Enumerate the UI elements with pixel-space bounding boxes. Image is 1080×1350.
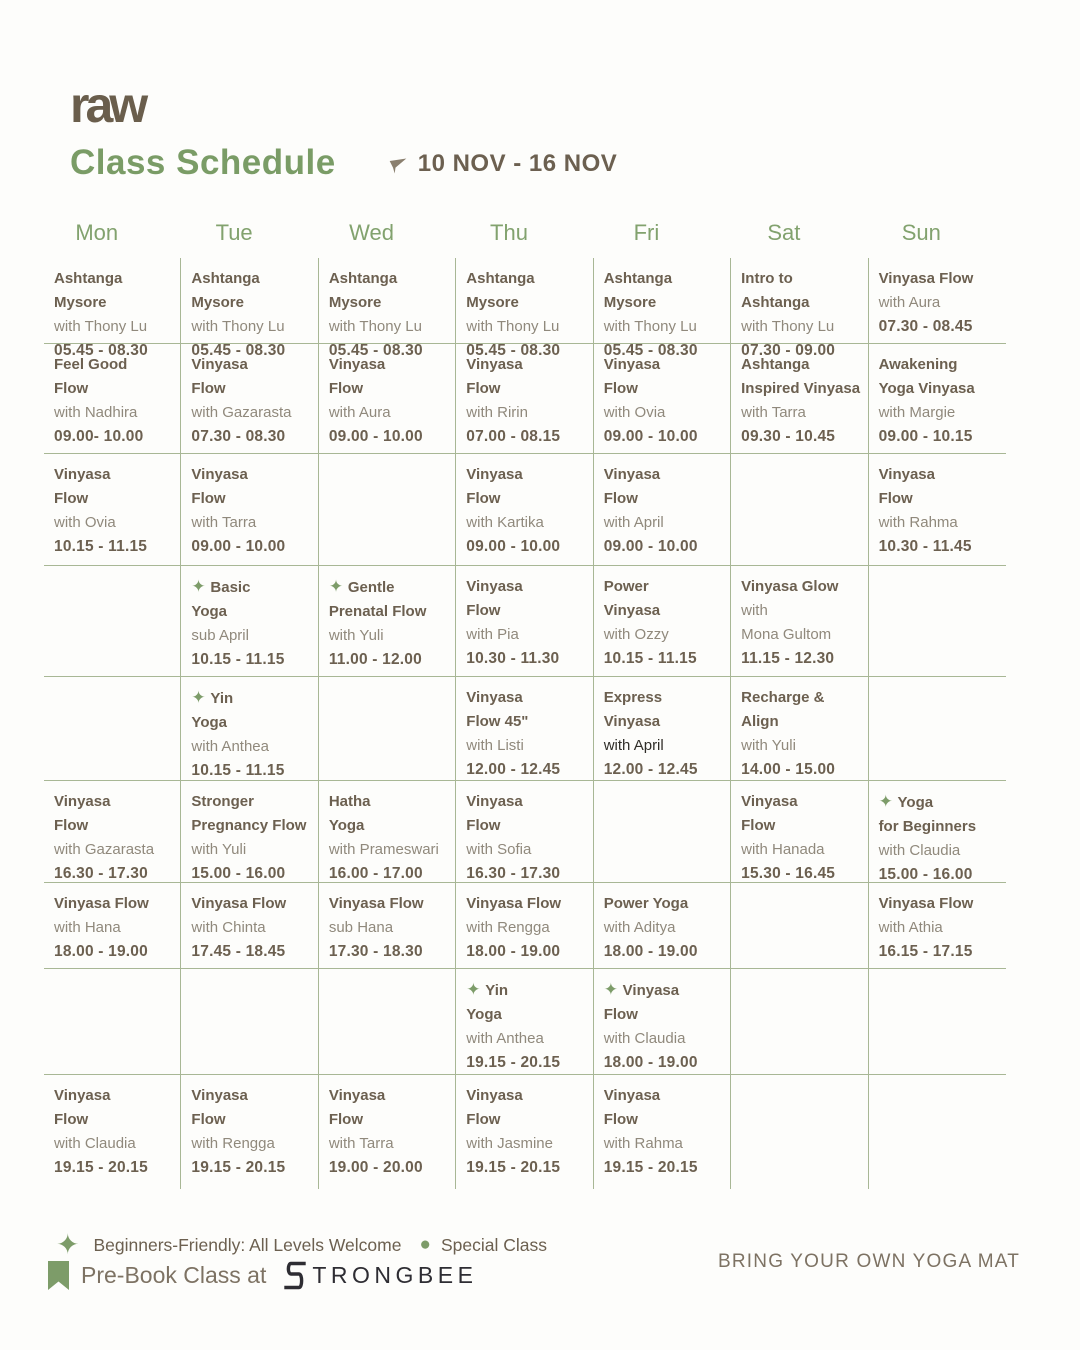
class-time: 10.30 - 11.45 bbox=[878, 538, 972, 555]
class-cell bbox=[731, 344, 868, 454]
class-cell bbox=[44, 883, 181, 969]
class-time: 07.30 - 08.45 bbox=[878, 318, 973, 335]
class-title: Stronger Pregnancy Flow bbox=[191, 793, 307, 834]
class-cell bbox=[44, 258, 181, 359]
class-cell bbox=[594, 677, 731, 781]
sparkle-icon: ✦ bbox=[56, 1229, 80, 1260]
class-time: 15.30 - 16.45 bbox=[741, 865, 836, 882]
legend-special-label: Special Class bbox=[440, 1234, 547, 1255]
bring-your-own-mat-note: BRING YOUR OWN YOGA MAT bbox=[718, 1251, 1021, 1272]
empty-cell bbox=[731, 883, 868, 969]
class-time: 18.00 - 19.00 bbox=[603, 1054, 698, 1071]
class-title: Vinyasa Flow bbox=[603, 356, 661, 397]
class-instructor: with Yuli bbox=[191, 841, 247, 858]
class-time: 05.45 - 08.30 bbox=[466, 342, 561, 359]
class-cell bbox=[456, 566, 593, 677]
class-instructor: with Rahma bbox=[878, 514, 958, 531]
class-instructor: with Ovia bbox=[54, 514, 116, 531]
sparkle-icon: ✦ bbox=[191, 688, 211, 707]
class-cell bbox=[456, 677, 593, 781]
sparkle-icon: ✦ bbox=[878, 792, 898, 811]
class-cell bbox=[731, 781, 868, 883]
class-time: 10.15 - 11.15 bbox=[603, 650, 697, 667]
class-title: Vinyasa Flow bbox=[54, 1087, 111, 1128]
class-instructor: with Sofia bbox=[466, 841, 532, 858]
class-time: 18.00 - 19.00 bbox=[603, 943, 698, 960]
day-header-tue: Tue bbox=[215, 220, 253, 245]
class-title: Vinyasa Flow bbox=[54, 793, 111, 834]
class-instructor: with April bbox=[603, 514, 664, 531]
class-cell bbox=[456, 883, 593, 969]
class-instructor: Mona Gultom bbox=[741, 626, 832, 643]
class-title: Vinyasa Flow 45" bbox=[466, 689, 529, 730]
bookmark-icon bbox=[48, 1261, 69, 1290]
class-title: ✦ Yin Yoga bbox=[191, 688, 234, 731]
class-cell bbox=[731, 566, 868, 677]
class-instructor: with Aura bbox=[328, 404, 391, 421]
class-title: Vinyasa Flow bbox=[466, 895, 562, 912]
class-cell bbox=[456, 344, 593, 454]
strongbee-s-icon bbox=[282, 1260, 308, 1291]
strongbee-name: TRONGBEE bbox=[312, 1262, 478, 1288]
class-instructor: with Thony Lu bbox=[466, 318, 560, 335]
class-title: Power Yoga bbox=[603, 895, 689, 912]
class-cell bbox=[181, 1075, 318, 1189]
header bbox=[70, 143, 617, 183]
class-time: 11.00 - 12.00 bbox=[328, 651, 422, 668]
class-title: Vinyasa Flow bbox=[54, 895, 149, 912]
class-time: 19.15 - 20.15 bbox=[191, 1159, 286, 1176]
class-instructor: with Aura bbox=[878, 294, 941, 311]
sparkle-icon: ✦ bbox=[466, 980, 486, 999]
schedule-table bbox=[44, 220, 1006, 1189]
class-title: ✦ Vinyasa Flow bbox=[603, 980, 680, 1023]
empty-cell bbox=[319, 969, 456, 1075]
class-cell bbox=[456, 969, 593, 1075]
class-instructor: sub Hana bbox=[328, 919, 394, 936]
class-time: 09.00 - 10.00 bbox=[328, 428, 423, 445]
day-header-fri: Fri bbox=[633, 220, 660, 245]
class-title: Awakening Yoga Vinyasa bbox=[878, 356, 975, 397]
prebook-label: Pre-Book Class at bbox=[81, 1262, 267, 1288]
class-title: Vinyasa Flow bbox=[466, 793, 523, 834]
sparkle-icon: ✦ bbox=[603, 980, 623, 999]
class-cell bbox=[181, 677, 318, 781]
class-time: 05.45 - 08.30 bbox=[603, 342, 698, 359]
dot-icon: ● bbox=[419, 1234, 431, 1255]
day-header-thu: Thu bbox=[490, 220, 528, 245]
class-title: Vinyasa Flow bbox=[54, 466, 111, 507]
class-title: Vinyasa Flow bbox=[878, 895, 974, 912]
class-instructor: with bbox=[741, 602, 768, 619]
class-instructor: sub April bbox=[191, 627, 249, 644]
class-title: Ashtanga Mysore bbox=[603, 270, 673, 311]
class-instructor: with Thony Lu bbox=[328, 318, 422, 335]
strongbee-brand bbox=[282, 1260, 477, 1291]
class-cell bbox=[181, 344, 318, 454]
class-time: 15.00 - 16.00 bbox=[878, 866, 973, 883]
date-range: 10 NOV - 16 NOV bbox=[417, 150, 618, 177]
class-instructor: with Athia bbox=[878, 919, 943, 936]
class-title: Vinyasa Flow bbox=[191, 466, 248, 507]
empty-cell bbox=[44, 969, 181, 1075]
class-instructor: with Rengga bbox=[466, 919, 550, 936]
class-cell bbox=[869, 454, 1006, 566]
class-title: Power Vinyasa bbox=[603, 578, 661, 619]
class-instructor: with Prameswari bbox=[328, 841, 439, 858]
class-cell bbox=[731, 677, 868, 781]
class-instructor: with Claudia bbox=[603, 1030, 686, 1047]
class-instructor: with Thony Lu bbox=[741, 318, 835, 335]
class-title: Hatha Yoga bbox=[328, 793, 371, 834]
class-time: 18.00 - 19.00 bbox=[54, 943, 148, 960]
class-cell bbox=[181, 883, 318, 969]
empty-cell bbox=[181, 969, 318, 1075]
class-time: 12.00 - 12.45 bbox=[466, 761, 561, 778]
class-time: 17.30 - 18.30 bbox=[328, 943, 423, 960]
class-cell bbox=[594, 969, 731, 1075]
empty-cell bbox=[869, 566, 1006, 677]
class-instructor: with Chinta bbox=[191, 919, 266, 936]
class-time: 18.00 - 19.00 bbox=[466, 943, 561, 960]
empty-cell bbox=[869, 677, 1006, 781]
class-instructor: with Rahma bbox=[603, 1135, 683, 1152]
class-title: ✦ Basic Yoga bbox=[191, 577, 251, 620]
legend-beginners-label: Beginners-Friendly: All Levels Welcome bbox=[93, 1234, 402, 1255]
class-instructor: with Claudia bbox=[878, 842, 961, 859]
class-instructor: with Ozzy bbox=[603, 626, 669, 643]
class-cell bbox=[181, 258, 318, 359]
class-title: Vinyasa Flow bbox=[466, 466, 523, 507]
class-instructor: with Thony Lu bbox=[603, 318, 697, 335]
schedule-grid bbox=[44, 258, 1006, 1189]
class-instructor: with Ovia bbox=[603, 404, 666, 421]
class-time: 09.00 - 10.00 bbox=[191, 538, 286, 555]
class-instructor: with Margie bbox=[878, 404, 956, 421]
class-instructor: with Jasmine bbox=[466, 1135, 553, 1152]
empty-cell bbox=[731, 1075, 868, 1189]
class-instructor: with Tarra bbox=[741, 404, 806, 421]
class-title: Vinyasa Flow bbox=[466, 1087, 523, 1128]
class-title: Express Vinyasa bbox=[603, 689, 663, 730]
class-cell bbox=[869, 781, 1006, 883]
class-title: Vinyasa Flow bbox=[466, 578, 523, 619]
class-instructor: with Claudia bbox=[54, 1135, 136, 1152]
class-instructor: with Ririn bbox=[466, 404, 528, 421]
empty-cell bbox=[731, 969, 868, 1075]
class-instructor: with Thony Lu bbox=[191, 318, 285, 335]
class-cell bbox=[319, 1075, 456, 1189]
class-instructor: with Listi bbox=[466, 737, 524, 754]
class-time: 11.15 - 12.30 bbox=[741, 650, 835, 667]
class-instructor: with Anthea bbox=[191, 738, 269, 755]
class-time: 14.00 - 15.00 bbox=[741, 761, 836, 778]
class-instructor: with Yuli bbox=[741, 737, 796, 754]
class-instructor: with Hana bbox=[54, 919, 121, 936]
class-instructor: with Hanada bbox=[741, 841, 825, 858]
class-title: ✦ Gentle Prenatal Flow bbox=[328, 577, 427, 620]
class-cell bbox=[594, 454, 731, 566]
class-time: 10.15 - 11.15 bbox=[54, 538, 148, 555]
class-time: 09.00 - 10.00 bbox=[603, 428, 698, 445]
class-title: Vinyasa Flow bbox=[191, 895, 287, 912]
class-instructor: with Gazarasta bbox=[191, 404, 292, 421]
empty-cell bbox=[869, 969, 1006, 1075]
class-time: 12.00 - 12.45 bbox=[603, 761, 698, 778]
class-cell bbox=[44, 1075, 181, 1189]
class-cell bbox=[456, 1075, 593, 1189]
class-title: Vinyasa Flow bbox=[878, 466, 935, 507]
class-cell bbox=[731, 258, 868, 359]
class-title: Intro to Ashtanga bbox=[741, 270, 810, 311]
class-instructor: with Pia bbox=[466, 626, 519, 643]
class-cell bbox=[44, 344, 181, 454]
class-instructor: with Nadhira bbox=[54, 404, 138, 421]
class-time: 10.15 - 11.15 bbox=[191, 651, 285, 668]
class-cell bbox=[456, 258, 593, 359]
class-cell bbox=[181, 781, 318, 883]
class-cell bbox=[594, 344, 731, 454]
class-time: 09.00 - 10.15 bbox=[878, 428, 973, 445]
class-cell bbox=[319, 566, 456, 677]
class-time: 09.00 - 10.00 bbox=[603, 538, 698, 555]
class-cell bbox=[594, 883, 731, 969]
class-cell bbox=[319, 258, 456, 359]
class-title: Ashtanga Mysore bbox=[54, 270, 123, 311]
class-time: 05.45 - 08.30 bbox=[328, 342, 423, 359]
class-cell bbox=[44, 454, 181, 566]
class-time: 19.00 - 20.00 bbox=[328, 1159, 423, 1176]
class-time: 09.30 - 10.45 bbox=[741, 428, 836, 445]
class-cell bbox=[869, 883, 1006, 969]
class-time: 19.15 - 20.15 bbox=[54, 1159, 148, 1176]
class-title: Vinyasa Flow bbox=[191, 1087, 248, 1128]
class-time: 19.15 - 20.15 bbox=[466, 1054, 561, 1071]
class-instructor: with Tarra bbox=[328, 1135, 394, 1152]
class-instructor: with Rengga bbox=[191, 1135, 275, 1152]
class-title: Ashtanga Inspired Vinyasa bbox=[741, 356, 861, 397]
class-time: 16.30 - 17.30 bbox=[466, 865, 561, 882]
class-title: Vinyasa Glow bbox=[741, 578, 839, 595]
empty-cell bbox=[731, 454, 868, 566]
class-time: 16.00 - 17.00 bbox=[328, 865, 423, 882]
class-instructor: with Kartika bbox=[466, 514, 544, 531]
class-time: 15.00 - 16.00 bbox=[191, 865, 286, 882]
class-title: Feel Good Flow bbox=[54, 356, 128, 397]
class-instructor: with Anthea bbox=[466, 1030, 544, 1047]
class-title: Vinyasa Flow bbox=[328, 1087, 386, 1128]
class-cell bbox=[456, 781, 593, 883]
class-instructor: with Yuli bbox=[328, 627, 384, 644]
class-title: Vinyasa Flow bbox=[328, 356, 386, 397]
empty-cell bbox=[44, 677, 181, 781]
day-header-wed: Wed bbox=[349, 220, 394, 245]
paper-plane-icon bbox=[388, 156, 408, 176]
class-time: 09.00- 10.00 bbox=[54, 428, 144, 445]
class-cell bbox=[594, 1075, 731, 1189]
prebook-row bbox=[48, 1260, 477, 1291]
class-cell bbox=[869, 344, 1006, 454]
class-instructor: with Gazarasta bbox=[54, 841, 155, 858]
class-title: ✦ Yoga for Beginners bbox=[878, 792, 977, 835]
class-cell bbox=[44, 781, 181, 883]
empty-cell bbox=[869, 1075, 1006, 1189]
class-cell bbox=[181, 566, 318, 677]
class-cell bbox=[594, 258, 731, 359]
class-title: Vinyasa Flow bbox=[603, 1087, 661, 1128]
class-title: Ashtanga Mysore bbox=[328, 270, 398, 311]
raw-logo: raw bbox=[70, 77, 145, 133]
class-cell bbox=[594, 566, 731, 677]
class-time: 10.15 - 11.15 bbox=[191, 762, 285, 779]
class-cell bbox=[456, 454, 593, 566]
sparkle-icon: ✦ bbox=[191, 577, 211, 596]
class-instructor: with Thony Lu bbox=[54, 318, 148, 335]
class-time: 09.00 - 10.00 bbox=[466, 538, 561, 555]
empty-cell bbox=[319, 677, 456, 781]
empty-cell bbox=[319, 454, 456, 566]
day-header-row bbox=[44, 220, 1006, 258]
class-title: Vinyasa Flow bbox=[328, 895, 424, 912]
class-instructor: with Aditya bbox=[603, 919, 676, 936]
class-time: 05.45 - 08.30 bbox=[191, 342, 286, 359]
class-title: Vinyasa Flow bbox=[191, 356, 248, 397]
class-title: Vinyasa Flow bbox=[603, 466, 661, 507]
class-cell bbox=[181, 454, 318, 566]
class-title: Ashtanga Mysore bbox=[466, 270, 535, 311]
class-cell bbox=[319, 883, 456, 969]
legend bbox=[56, 1229, 547, 1260]
day-header-mon: Mon bbox=[75, 220, 119, 245]
date-wrap bbox=[388, 150, 618, 178]
class-time: 10.30 - 11.30 bbox=[466, 650, 560, 667]
empty-cell bbox=[594, 781, 731, 883]
class-time: 07.30 - 09.00 bbox=[741, 342, 836, 359]
sparkle-icon: ✦ bbox=[328, 577, 348, 596]
day-header-sat: Sat bbox=[767, 220, 801, 245]
class-cell bbox=[869, 258, 1006, 344]
class-instructor: with Tarra bbox=[191, 514, 257, 531]
class-title: Vinyasa Flow bbox=[741, 793, 798, 834]
class-time: 16.15 - 17.15 bbox=[878, 943, 973, 960]
page-title: Class Schedule bbox=[70, 143, 336, 182]
class-time: 07.30 - 08.30 bbox=[191, 428, 286, 445]
class-time: 05.45 - 08.30 bbox=[54, 342, 148, 359]
class-cell bbox=[319, 344, 456, 454]
class-time: 16.30 - 17.30 bbox=[54, 865, 148, 882]
class-cell bbox=[319, 781, 456, 883]
class-title: Ashtanga Mysore bbox=[191, 270, 260, 311]
class-title: Vinyasa Flow bbox=[878, 270, 974, 287]
day-header-sun: Sun bbox=[901, 220, 941, 245]
class-time: 19.15 - 20.15 bbox=[603, 1159, 698, 1176]
empty-cell bbox=[44, 566, 181, 677]
class-time: 17.45 - 18.45 bbox=[191, 943, 286, 960]
class-instructor: with April bbox=[603, 737, 664, 754]
class-time: 07.00 - 08.15 bbox=[466, 428, 561, 445]
class-title: Vinyasa Flow bbox=[466, 356, 523, 397]
class-time: 19.15 - 20.15 bbox=[466, 1159, 561, 1176]
class-title: ✦ Yin Yoga bbox=[466, 980, 509, 1023]
class-title: Recharge & Align bbox=[741, 689, 825, 730]
